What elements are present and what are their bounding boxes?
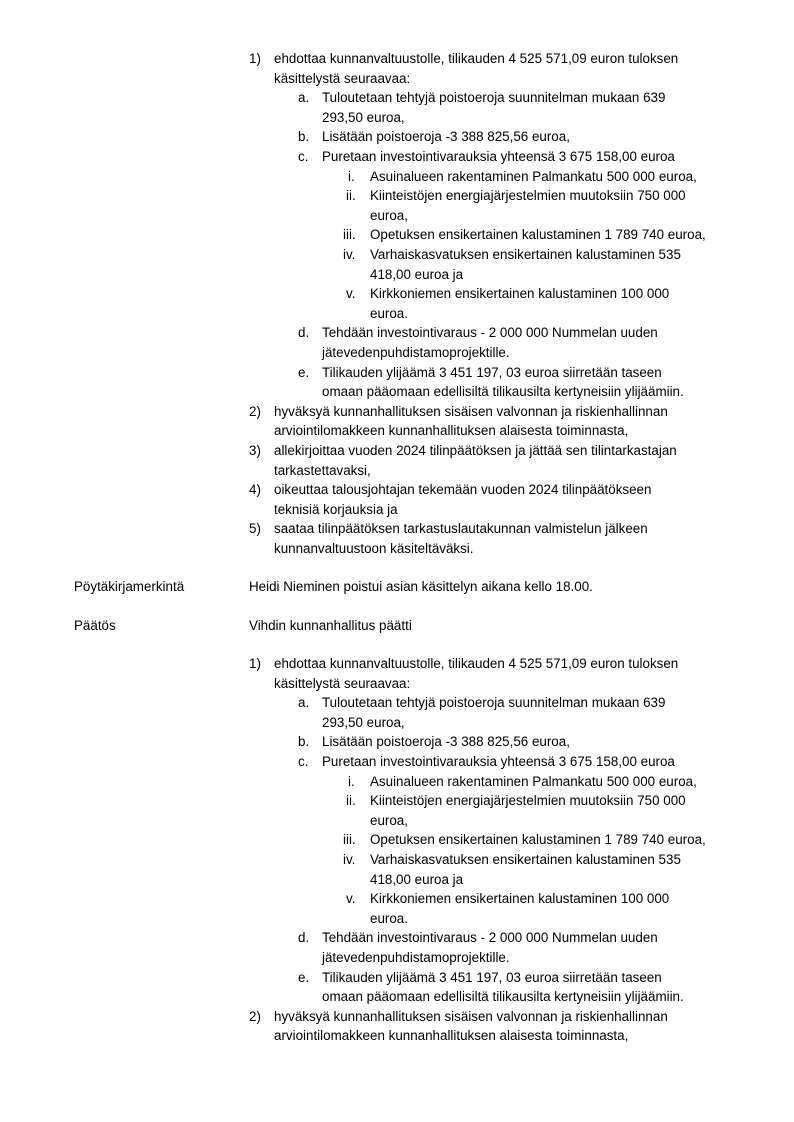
list-marker: v. — [346, 891, 356, 907]
list-marker: i. — [348, 168, 355, 184]
list-item-text: euroa. — [370, 305, 408, 321]
list-marker: iv. — [343, 247, 356, 262]
list-item-text: kunnanvaltuustoon käsiteltäväksi. — [274, 541, 474, 556]
list-item-text: arviointilomakkeen kunnanhallituksen alaisesta toiminnasta, — [274, 1028, 629, 1044]
list-item-text: Opetuksen ensikertainen kalustaminen 1 789 740 euroa, — [370, 227, 706, 243]
list-item-text: Puretaan investointivarauksia yhteensä 3 675 158,00 euroa — [322, 149, 675, 164]
minutes-note-text: Heidi Nieminen poistui asian käsittelyn aikana kello 18.00. — [249, 579, 593, 594]
list-item-text: käsittelystä seuraavaa: — [274, 675, 411, 691]
list-item-text: käsittelystä seuraavaa: — [274, 70, 411, 86]
list-marker: b. — [298, 129, 310, 145]
list-item-text: teknisiä korjauksia ja — [274, 501, 398, 517]
list-item-text: hyväksyä kunnanhallituksen sisäisen valvonnan ja riskienhallinnan — [274, 403, 668, 419]
list-item-text: Kiinteistöjen energiajärjestelmien muutoksiin 750 000 — [370, 188, 686, 204]
list-marker: d. — [298, 930, 310, 946]
list-marker: a. — [298, 90, 310, 106]
list-item-text: Varhaiskasvatuksen ensikertainen kalustaminen 535 — [370, 852, 681, 867]
list-item-text: euroa, — [370, 812, 408, 828]
list-item-text: Kirkkoniemen ensikertainen kalustaminen 100 000 — [370, 286, 670, 302]
list-item-text: Tehdään investointivaraus - 2 000 000 Nummelan uuden — [322, 930, 658, 946]
list-marker: i. — [348, 773, 355, 789]
list-item-text: 293,50 euroa, — [322, 714, 405, 730]
list-marker: ii. — [346, 188, 356, 204]
list-marker: 2) — [249, 1008, 261, 1024]
list-item-text: Kirkkoniemen ensikertainen kalustaminen 100 000 — [370, 891, 670, 907]
list-marker: c. — [298, 149, 309, 164]
list-item-text: Tilikauden ylijäämä 3 451 197, 03 euroa siirretään taseen — [322, 969, 662, 985]
decision-label: Päätös — [74, 618, 116, 633]
list-marker: iii. — [343, 227, 356, 243]
list-item-text: oikeuttaa talousjohtajan tekemään vuoden 2024 tilinpäätökseen — [274, 482, 652, 498]
list-item-text: omaan pääomaan edellisiltä tilikausilta kertyneisiin ylijäämiin. — [322, 384, 684, 400]
list-marker: c. — [298, 754, 309, 769]
list-item-text: hyväksyä kunnanhallituksen sisäisen valvonnan ja riskienhallinnan — [274, 1008, 668, 1024]
minutes-note-label: Pöytäkirjamerkintä — [74, 579, 185, 594]
list-marker: a. — [298, 695, 310, 711]
list-item-text: jätevedenpuhdistamoprojektille. — [322, 345, 510, 360]
list-item-text: euroa, — [370, 207, 408, 223]
list-item-text: allekirjoittaa vuoden 2024 tilinpäätöksen ja jättää sen tilintarkastajan — [274, 443, 677, 458]
list-marker: iv. — [343, 852, 356, 867]
list-marker: 5) — [249, 521, 261, 537]
list-item-text: Kiinteistöjen energiajärjestelmien muutoksiin 750 000 — [370, 793, 686, 809]
list-marker: 4) — [249, 482, 261, 498]
list-marker: d. — [298, 325, 310, 341]
list-item-text: Opetuksen ensikertainen kalustaminen 1 789 740 euroa, — [370, 832, 706, 848]
list-item-text: 418,00 euroa ja — [370, 266, 464, 282]
list-marker: iii. — [343, 832, 356, 848]
list-item-text: Asuinalueen rakentaminen Palmankatu 500 000 euroa, — [370, 773, 697, 789]
list-marker: e. — [298, 364, 310, 380]
list-item-text: ehdottaa kunnanvaltuustolle, tilikauden 4 525 571,09 euron tuloksen — [274, 656, 679, 671]
list-marker: e. — [298, 969, 310, 985]
list-item-text: ehdottaa kunnanvaltuustolle, tilikauden 4 525 571,09 euron tuloksen — [274, 51, 679, 66]
list-marker: 1) — [249, 51, 261, 66]
list-item-text: 293,50 euroa, — [322, 109, 405, 125]
list-marker: 1) — [249, 656, 261, 671]
list-item-text: Asuinalueen rakentaminen Palmankatu 500 000 euroa, — [370, 168, 697, 184]
list-item-text: Tehdään investointivaraus - 2 000 000 Nummelan uuden — [322, 325, 658, 341]
list-item-text: Puretaan investointivarauksia yhteensä 3 675 158,00 euroa — [322, 754, 675, 769]
list-marker: 2) — [249, 403, 261, 419]
list-marker: v. — [346, 286, 356, 302]
list-item-text: jätevedenpuhdistamoprojektille. — [322, 950, 510, 965]
list-item-text: Varhaiskasvatuksen ensikertainen kalustaminen 535 — [370, 247, 681, 262]
list-item-text: Lisätään poistoeroja -3 388 825,56 euroa, — [322, 734, 570, 750]
list-item-text: saataa tilinpäätöksen tarkastuslautakunnan valmistelun jälkeen — [274, 521, 648, 537]
list-item-text: euroa. — [370, 910, 408, 926]
list-item-text: tarkastettavaksi, — [274, 462, 371, 478]
list-item-text: Tuloutetaan tehtyjä poistoeroja suunnitelman mukaan 639 — [322, 695, 666, 711]
list-item-text: Lisätään poistoeroja -3 388 825,56 euroa, — [322, 129, 570, 145]
list-item-text: 418,00 euroa ja — [370, 871, 464, 887]
list-item-text: arviointilomakkeen kunnanhallituksen alaisesta toiminnasta, — [274, 423, 629, 439]
list-item-text: Tilikauden ylijäämä 3 451 197, 03 euroa siirretään taseen — [322, 364, 662, 380]
list-item-text: omaan pääomaan edellisiltä tilikausilta kertyneisiin ylijäämiin. — [322, 989, 684, 1005]
list-marker: ii. — [346, 793, 356, 809]
list-marker: b. — [298, 734, 310, 750]
decision-intro: Vihdin kunnanhallitus päätti — [249, 618, 412, 633]
list-item-text: Tuloutetaan tehtyjä poistoeroja suunnitelman mukaan 639 — [322, 90, 666, 106]
list-marker: 3) — [249, 443, 261, 458]
